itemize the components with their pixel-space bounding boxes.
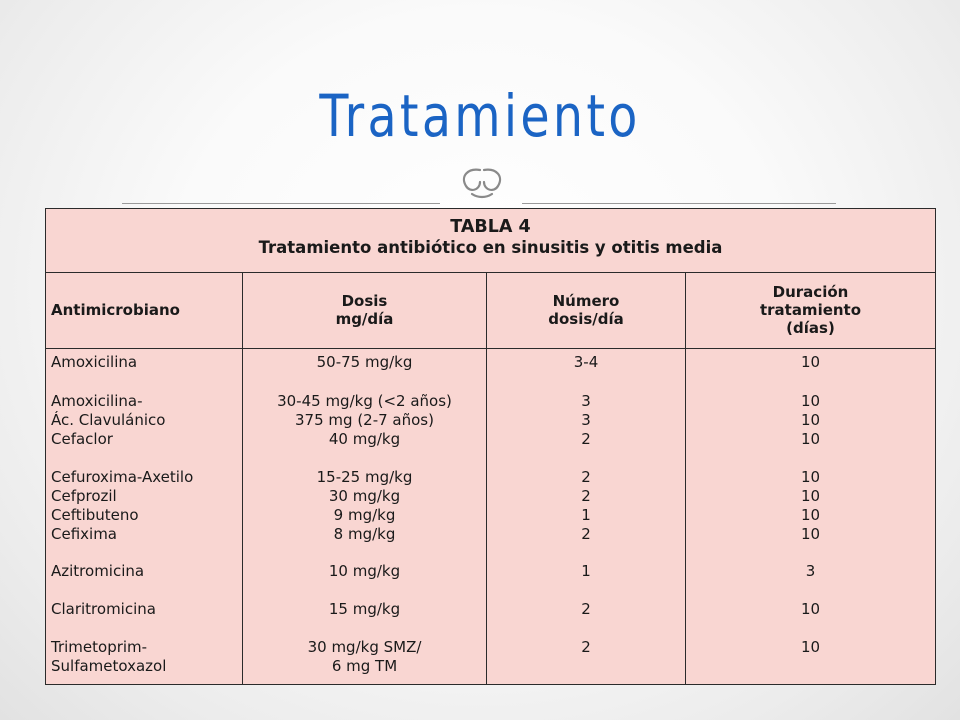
cell-antimicrobiano: Cefuroxima-Axetilo Cefprozil Ceftibuteno Cefixima (51, 468, 194, 543)
cell-dosis: 10 mg/kg (328, 562, 401, 580)
cell-duracion: 10 (800, 600, 821, 618)
cell-antimicrobiano: Claritromicina (51, 600, 156, 618)
cell-numero-dosis: 2 (581, 638, 591, 656)
cell-antimicrobiano: Amoxicilina (51, 353, 138, 371)
cell-dosis: 50-75 mg/kg (316, 353, 413, 371)
table-heading (46, 209, 935, 273)
flourish-ornament-icon (450, 164, 514, 200)
header-antimicrobiano: Antimicrobiano (51, 301, 180, 319)
header-dosis: Dosis mg/día (335, 292, 394, 328)
cell-duracion: 3 (805, 562, 816, 580)
cell-numero-dosis: 3 3 2 (581, 392, 591, 448)
cell-duracion: 10 (800, 638, 821, 656)
cell-duracion: 10 (800, 353, 821, 371)
cell-dosis: 15-25 mg/kg 30 mg/kg 9 mg/kg 8 mg/kg (316, 468, 413, 543)
cell-duracion: 10 10 10 (800, 392, 821, 448)
cell-dosis: 30 mg/kg SMZ/ 6 mg TM (307, 638, 422, 675)
cell-numero-dosis: 2 (581, 600, 591, 618)
cell-dosis: 15 mg/kg (328, 600, 401, 618)
cell-duracion: 10 10 10 10 (800, 468, 821, 543)
table-label: TABLA 4 (450, 217, 531, 237)
cell-dosis: 30-45 mg/kg (<2 años) 375 mg (2-7 años) 40 mg/kg (277, 392, 452, 448)
cell-numero-dosis: 3-4 (573, 353, 599, 371)
cell-antimicrobiano: Azitromicina (51, 562, 145, 580)
header-numero-dosis: Número dosis/día (548, 292, 624, 328)
title-divider-left (122, 203, 440, 204)
slide-title: Tratamiento (319, 82, 641, 150)
cell-numero-dosis: 2 2 1 2 (581, 468, 591, 543)
column-header-row (46, 272, 935, 349)
title-divider-right (522, 203, 836, 204)
cell-antimicrobiano: Trimetoprim- Sulfametoxazol (51, 638, 167, 675)
cell-antimicrobiano: Amoxicilina- Ác. Clavulánico Cefaclor (51, 392, 166, 448)
cell-numero-dosis: 1 (581, 562, 591, 580)
header-duracion: Duración tratamiento (días) (759, 283, 862, 337)
antibiotic-table (45, 208, 936, 685)
table-caption: Tratamiento antibiótico en sinusitis y otitis media (258, 238, 723, 257)
